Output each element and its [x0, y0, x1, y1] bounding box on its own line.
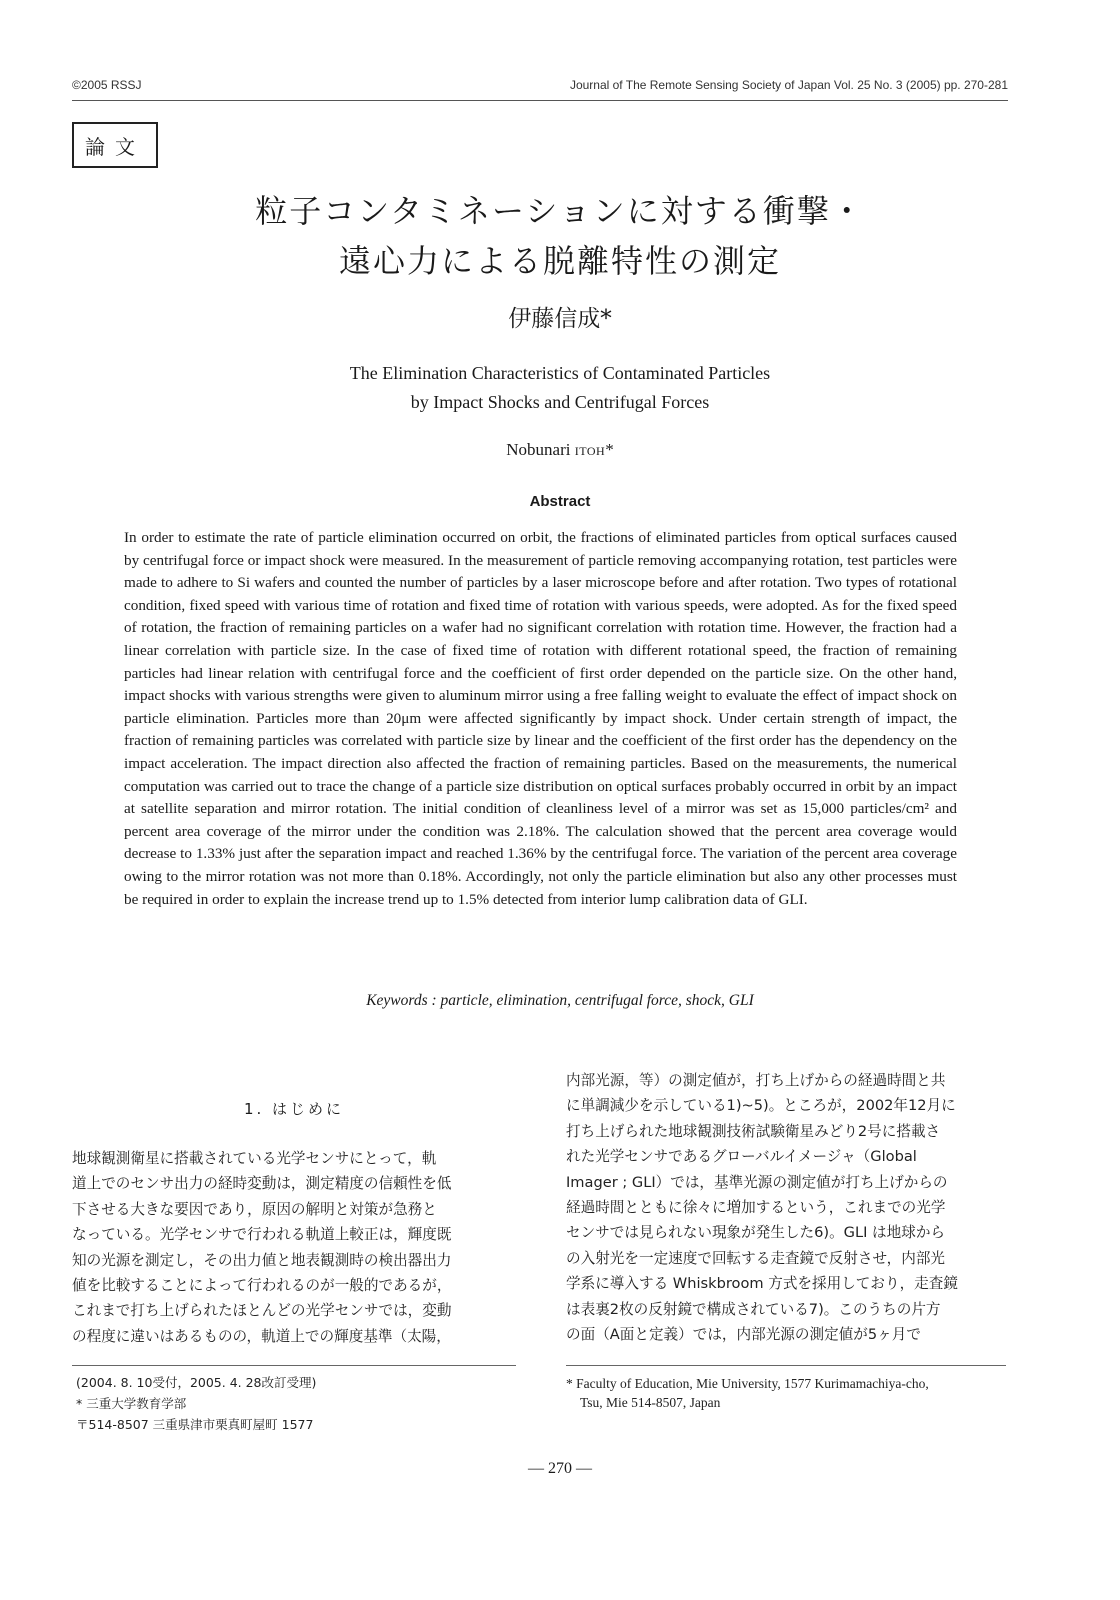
body-line: の入射光を一定速度で回転する走査鏡で反射させ，内部光 — [566, 1249, 946, 1267]
author-jp: 伊藤信成* — [508, 306, 612, 332]
affiliation-en-line-1: * Faculty of Education, Mie University, 1577 Kurimamachiya-cho, — [566, 1376, 929, 1391]
body-left-column — [72, 1146, 516, 1349]
received-date: (2004. 8. 10受付，2005. 4. 28改訂受理) — [76, 1375, 317, 1390]
body-line: の程度に違いはあるものの，軌道上での輝度基準（太陽， — [72, 1327, 451, 1345]
abstract-body: In order to estimate the rate of particle elimination occurred on orbit, the fractions of eliminated particles from optical surfaces caused by centrifugal force or impact shock were measured. In the measurement of particle removing accompanying rotation, test particles were made to adhere to Si wafers and counted the number of particles by a laser microscope before and after rotation. Two types of rotational condition, fixed speed with various time of rotation and fixed time of rotation with various speeds, were adopted. As for the fixed speed of rotation, the fraction of remaining particles on a wafer had no significant correlation with rotation time. However, the fraction had a linear correlation with particle size. In the case of fixed time of rotation with different rotational speed, the fraction of remaining particles had linear relation with centrifugal force and the coefficient of first order depended on the particle size. On the other hand, impact shocks with various strengths were given to aluminum mirror using a free falling weight to evaluate the effect of impact shock on particle elimination. Particles more than 20μm were affected significantly by impact shock. Under certain strength of impact, the fraction of remaining particles was correlated with particle size by linear and the coefficient of the first order has the dependency on the impact acceleration. The impact direction also affected the fraction of remaining particles. Based on the measurements, the numerical computation was carried out to trace the change of a particle size distribution on optical surfaces probably occurred in orbit by an impact at satellite separation and mirror rotation. The initial condition of cleanliness level of a mirror was set as 15,000 particles/cm² and percent area coverage of the mirror under the condition was 2.18%. The calculation showed that the percent area coverage would decrease to 1.33% just after the separation impact and reached 1.36% by the centrifugal force. The variation of the percent area coverage owing to the mirror rotation was not more than 0.18%. Accordingly, not only the particle elimination but also any other processes must be required in order to explain the increase trend up to 1.5% detected from interior lump calibration data of GLI. — [124, 529, 957, 908]
body-line: 道上でのセンサ出力の経時変動は，測定精度の信頼性を低 — [72, 1175, 452, 1193]
header-rule — [72, 100, 1008, 101]
body-line: センサでは見られない現象が発生した6)。GLI は地球から — [566, 1224, 946, 1242]
author-en — [400, 440, 720, 460]
section-heading: 1. はじめに — [243, 1100, 345, 1118]
body-line: 値を比較することによって行われるのが一般的であるが， — [72, 1276, 452, 1294]
copyright-header: ©2005 RSSJ — [72, 78, 142, 92]
body-line: Imager ; GLI）では，基準光源の測定値が打ち上げからの — [566, 1173, 948, 1191]
title-en-line-1: The Elimination Characteristics of Contaminated Particles — [349, 363, 771, 383]
author-given-name: Nobunari — [506, 440, 571, 459]
body-line: 知の光源を測定し，その出力値と地表観測時の検出器出力 — [72, 1251, 452, 1269]
body-line: 下させる大きな要因であり，原因の解明と対策が急務と — [72, 1200, 437, 1218]
footnote-rule-left — [72, 1365, 516, 1366]
footnote-right — [566, 1374, 1006, 1412]
affiliation-en-line-2: Tsu, Mie 514-8507, Japan — [580, 1395, 721, 1410]
footnote-rule-right — [566, 1365, 1006, 1366]
body-line: なっている。光学センサで行われる軌道上較正は，輝度既 — [72, 1226, 452, 1244]
body-line: の面（A面と定義）では，内部光源の測定値が5ヶ月で — [566, 1325, 921, 1343]
body-line: 地球観測衛星に搭載されている光学センサにとって，軌 — [72, 1150, 437, 1167]
body-line: に単調減少を示している1)~5)。ところが，2002年12月に — [566, 1097, 956, 1115]
footnote-left — [76, 1372, 516, 1435]
body-line: 内部光源，等）の測定値が，打ち上げからの経過時間と共 — [566, 1072, 946, 1089]
body-line: 打ち上げられた地球観測技術試験衛星みどり2号に搭載さ — [566, 1122, 941, 1140]
page-number: — 270 — — [528, 1460, 592, 1477]
affiliation-jp: * 三重大学教育学部 — [76, 1396, 187, 1411]
title-en-line-2: by Impact Shocks and Centrifugal Forces — [410, 392, 710, 412]
keywords: Keywords : particle, elimination, centrifugal force, shock, GLI — [366, 992, 754, 1009]
title-jp-line-2: 遠心力による脱離特性の測定 — [338, 242, 781, 280]
body-line: 経過時間とともに徐々に増加するという，これまでの光学 — [566, 1198, 946, 1216]
body-line: 学系に導入する Whiskbroom 方式を採用しており，走査鏡 — [566, 1275, 958, 1293]
abstract-heading: Abstract — [529, 493, 591, 510]
address-jp: 〒514-8507 三重県津市栗真町屋町 1577 — [76, 1417, 314, 1432]
author-family-name: ITOH — [574, 444, 606, 458]
body-right-column — [566, 1068, 1006, 1347]
body-line: これまで打ち上げられたほとんどの光学センサでは，変動 — [72, 1302, 452, 1320]
journal-header: Journal of The Remote Sensing Society of Japan Vol. 25 No. 3 (2005) pp. 270-281 — [569, 78, 1008, 92]
author-affiliation-mark: * — [605, 440, 614, 459]
body-line: れた光学センサであるグローバルイメージャ（Global — [566, 1148, 917, 1166]
body-line: は表裏2枚の反射鏡で構成されている7)。このうちの片方 — [566, 1300, 941, 1318]
title-jp-line-1: 粒子コンタミネーションに対する衝撃・ — [255, 192, 865, 230]
category-label: 論文 — [72, 122, 158, 168]
